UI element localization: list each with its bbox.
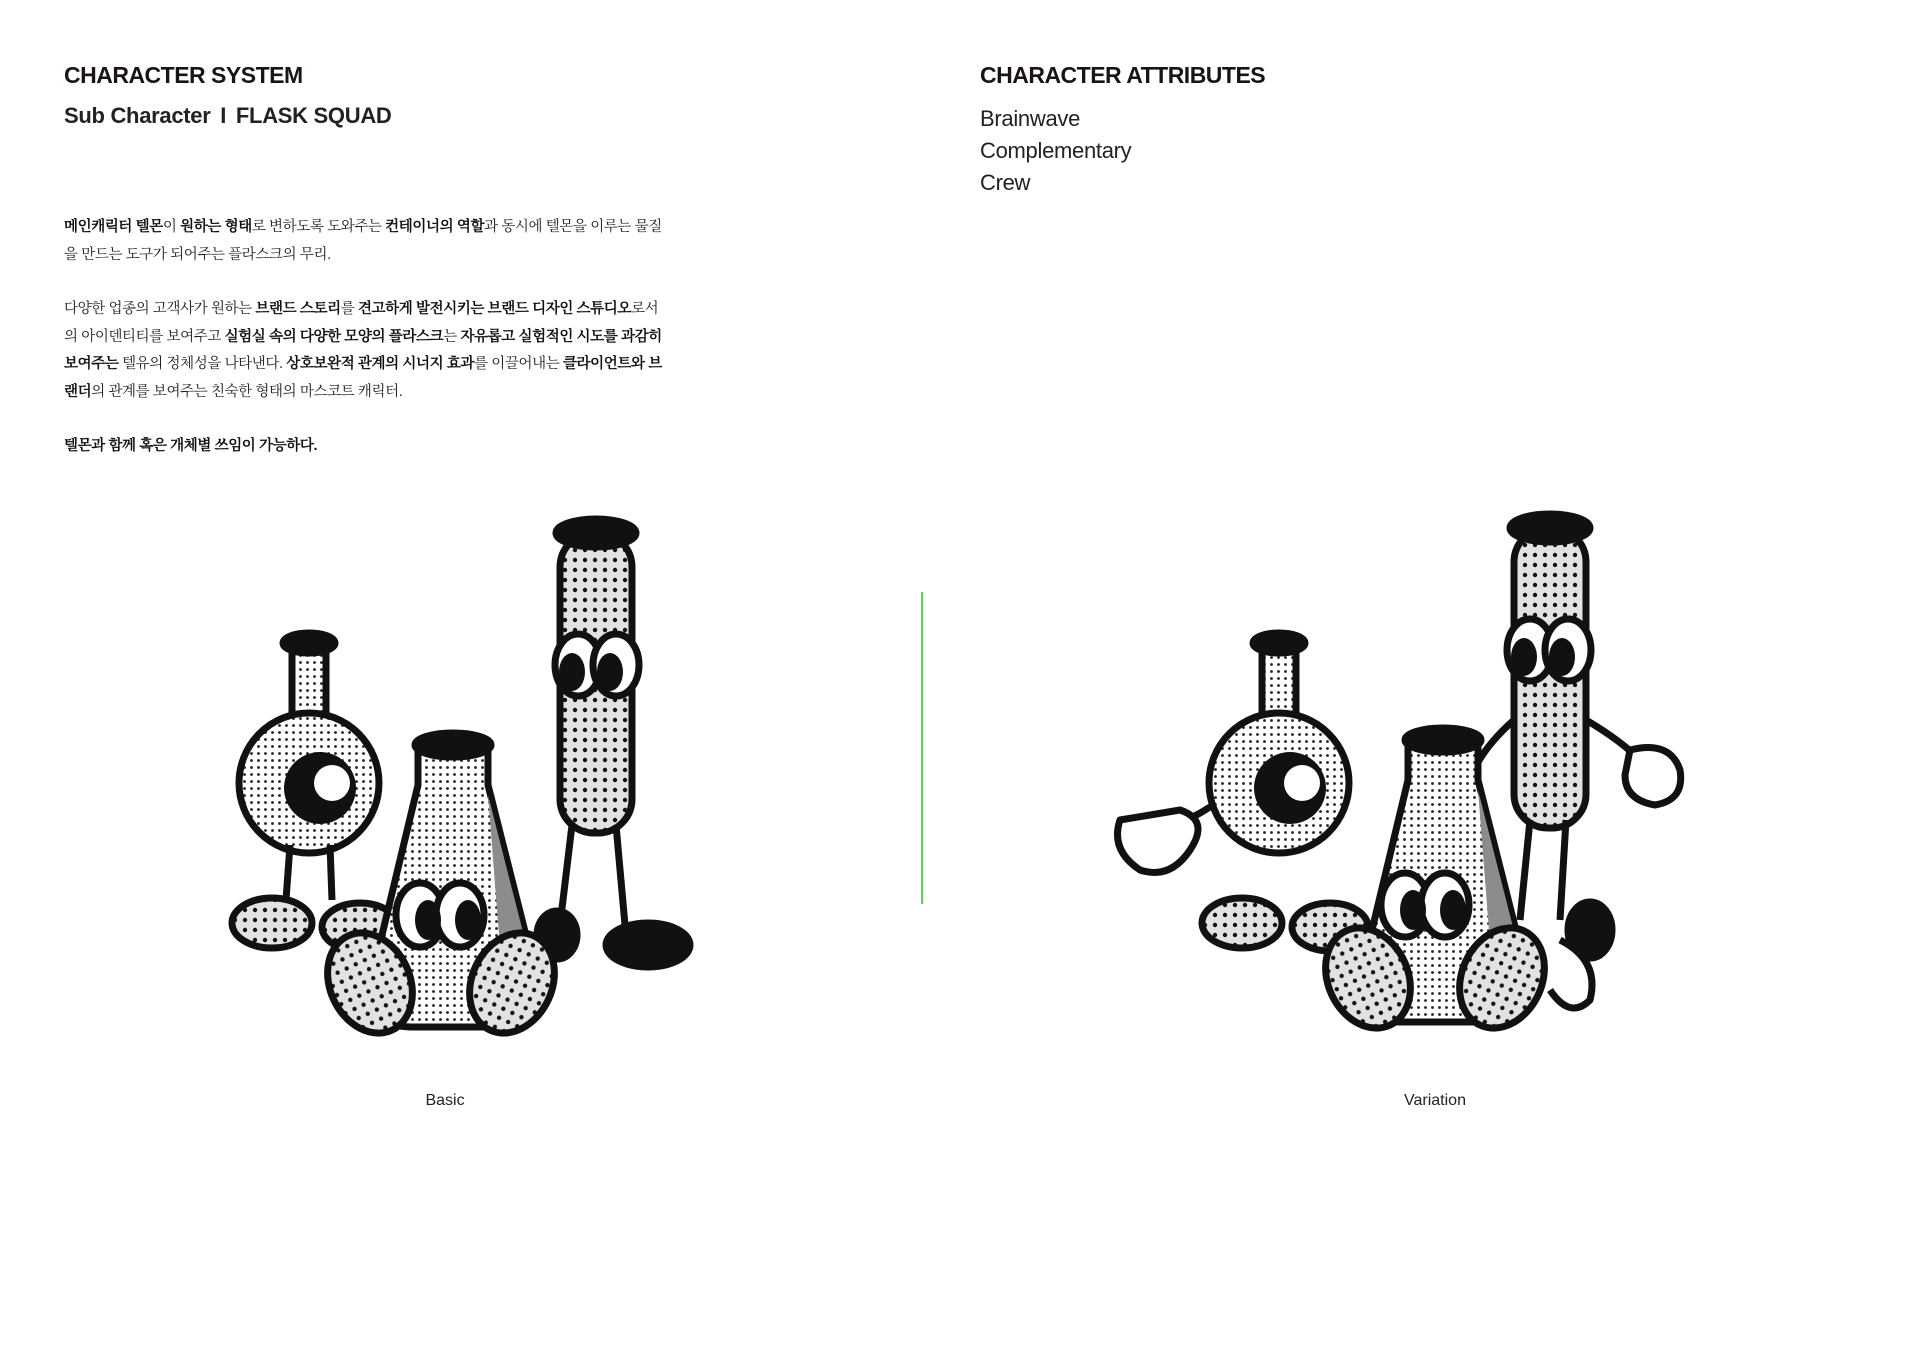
section-heading-character-attributes: CHARACTER ATTRIBUTES bbox=[980, 62, 1266, 88]
subtitle-separator: I bbox=[220, 103, 227, 128]
body-text-run: 이 bbox=[162, 219, 181, 235]
emphasis-text: 클라이언트와 브랜더 bbox=[64, 356, 662, 400]
emphasis-text: 자유롭고 실험적인 시도를 과감히 보여주는 bbox=[64, 328, 662, 372]
section-heading-character-system: CHARACTER SYSTEM bbox=[64, 62, 303, 88]
flask-squad-basic-illustration bbox=[220, 505, 710, 1045]
attribute-item-brainwave: Brainwave bbox=[980, 106, 1081, 131]
emphasis-text: 상호보완적 관계의 시너지 효과 bbox=[286, 356, 475, 372]
emphasis-text: 견고하게 발전시키는 브랜드 디자인 스튜디오 bbox=[357, 301, 631, 317]
paragraph-2 bbox=[64, 296, 664, 406]
emphasis-text: 원하는 형태 bbox=[180, 219, 252, 235]
body-text-run: 텔유의 정체성을 나타낸다. bbox=[118, 356, 287, 372]
attributes-list bbox=[980, 103, 1131, 199]
column-divider bbox=[921, 592, 923, 904]
body-text-run: 의 관계를 보여주는 친숙한 형태의 마스코트 캐릭터. bbox=[91, 383, 403, 400]
attribute-item-complementary: Complementary bbox=[980, 138, 1132, 163]
caption-variation: Variation bbox=[1404, 1092, 1466, 1109]
subtitle-prefix: Sub Character bbox=[64, 103, 211, 128]
emphasis-text: 브랜드 스토리 bbox=[255, 301, 341, 317]
emphasis-text: 메인캐릭터 텔몬 bbox=[64, 219, 163, 235]
attribute-item-crew: Crew bbox=[980, 170, 1031, 195]
flask-squad-variation-illustration bbox=[1100, 500, 1740, 1050]
body-text-run: 는 bbox=[443, 328, 461, 345]
sub-character-title bbox=[64, 103, 392, 129]
body-text-run: 로 변하도록 도와주는 bbox=[251, 219, 386, 235]
body-text-run: 를 bbox=[340, 301, 358, 317]
tall-test-tube-character bbox=[537, 519, 690, 967]
description-text bbox=[64, 214, 664, 488]
body-text-run: 다양한 업종의 고객사가 원하는 bbox=[64, 301, 256, 317]
round-flask-character-waving bbox=[1118, 633, 1369, 951]
body-text-run: 를 이끌어내는 bbox=[474, 356, 563, 372]
emphasis-text: 텔몬과 함께 혹은 개체별 쓰임이 가능하다. bbox=[64, 438, 318, 454]
paragraph-3 bbox=[64, 433, 664, 461]
body-text-run: 로서의 아이덴티티를 보여주고 bbox=[64, 301, 659, 345]
caption-basic: Basic bbox=[425, 1092, 465, 1109]
round-flask-character bbox=[232, 633, 398, 951]
emphasis-text: 컨테이너의 역할 bbox=[385, 219, 485, 235]
body-text-run: 과 동시에 텔몬을 이루는 물질을 만드는 도구가 되어주는 플라스크의 무리. bbox=[64, 219, 662, 263]
emphasis-text: 실험실 속의 다양한 모양의 플라스크 bbox=[224, 328, 444, 345]
paragraph-1 bbox=[64, 214, 664, 269]
subtitle-name: FLASK SQUAD bbox=[235, 103, 392, 128]
